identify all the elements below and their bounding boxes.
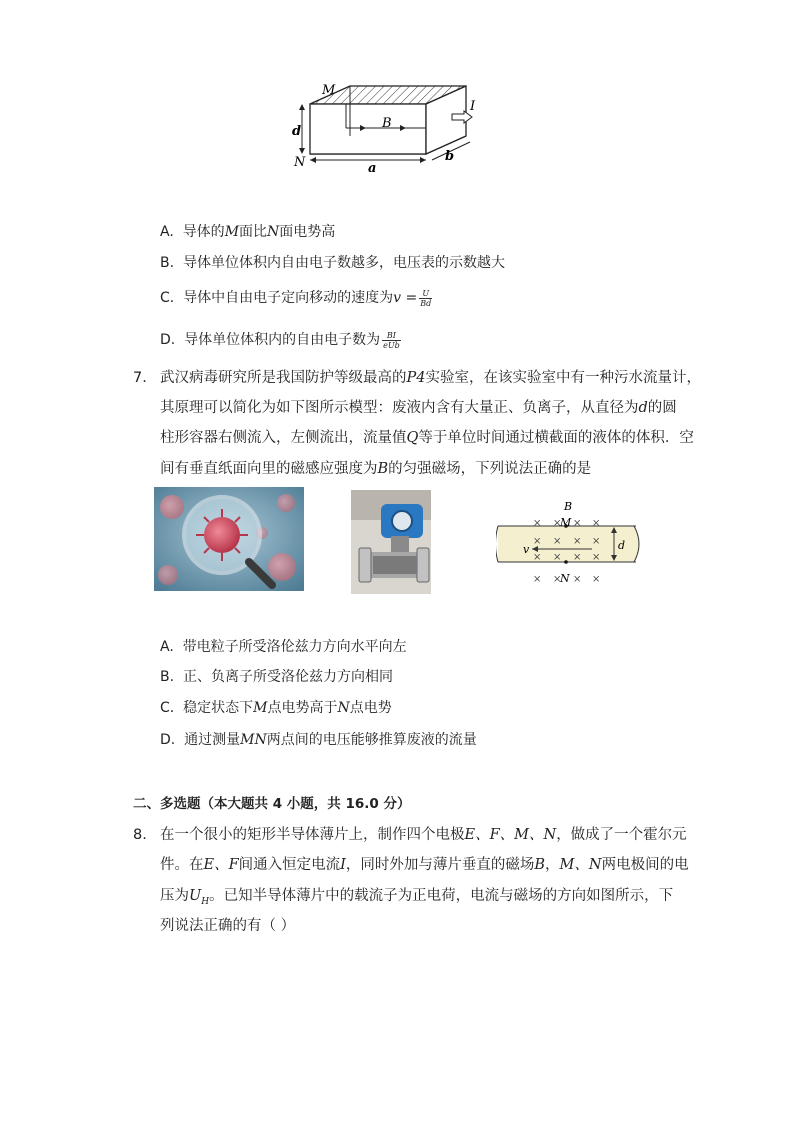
label-B: B <box>564 500 573 513</box>
conductor-block-figure <box>288 80 488 176</box>
label-B: B <box>382 116 392 131</box>
electrode-N <box>564 560 568 564</box>
cross-mark: × <box>553 552 562 563</box>
cross-mark: × <box>592 536 601 547</box>
label-M: M <box>560 516 572 529</box>
label-N: N <box>560 572 570 585</box>
q7-line-1: 武汉病毒研究所是我国防护等级最高的P4实验室，在该实验室中有一种污水流量计， <box>160 370 701 386</box>
q7-line-3: 柱形容器右侧流入，左侧流出，流量值Q等于单位时间通过横截面的液体的体积．空 <box>160 430 694 446</box>
pipe-magnetic-field-diagram <box>496 498 642 588</box>
virus-magnifier-photo <box>154 487 304 591</box>
label-d: d <box>292 124 302 139</box>
cross-mark: × <box>553 536 562 547</box>
q7-line-4: 间有垂直纸面向里的磁感应强度为B的匀强磁场，下列说法正确的是 <box>160 461 592 477</box>
q8-number: 8. <box>133 827 147 843</box>
cross-mark: × <box>533 518 542 529</box>
q6-option-d[interactable]: D. 导体单位体积内的自由电子数为 $\frac{BI}{\text{eUb}}$ <box>160 330 400 350</box>
cross-mark: × <box>573 536 582 547</box>
cross-mark: × <box>533 552 542 563</box>
q6-option-b[interactable]: B. 导体单位体积内自由电子数越多，电压表的示数越大 <box>160 255 505 271</box>
label-d: d <box>618 539 626 552</box>
q6-option-a[interactable]: A. 导体的M面比N面电势高 <box>160 224 336 240</box>
label-a: a <box>368 161 377 176</box>
cross-mark: × <box>573 552 582 563</box>
q8-line-4: 列说法正确的有（ ） <box>160 918 296 934</box>
label-N: N <box>294 155 306 170</box>
label-b: b <box>445 149 455 164</box>
q7-option-b[interactable]: B. 正、负离子所受洛伦兹力方向相同 <box>160 669 393 685</box>
q7-option-d[interactable]: D. 通过测量MN两点间的电压能够推算废液的流量 <box>160 732 477 748</box>
q7-number: 7. <box>133 370 147 386</box>
cross-mark: × <box>553 574 562 585</box>
q6-option-c[interactable]: C. 导体中自由电子定向移动的速度为v = $\frac{U}{Bd}$ <box>160 288 432 308</box>
q7-option-a[interactable]: A. 带电粒子所受洛伦兹力方向水平向左 <box>160 639 407 655</box>
cross-mark: × <box>533 536 542 547</box>
flow-meter-photo <box>351 490 431 594</box>
cross-mark: × <box>573 518 582 529</box>
q8-line-2: 件。在E、F间通入恒定电流I，同时外加与薄片垂直的磁场B，M、N两电极间的电 <box>160 857 689 873</box>
cross-mark: × <box>592 552 601 563</box>
label-v: v <box>523 543 530 556</box>
q7-line-2: 其原理可以简化为如下图所示模型：废液内含有大量正、负离子，从直径为d的圆 <box>160 400 677 416</box>
section-heading: 二、多选题（本大题共 4 小题，共 16.0 分） <box>133 796 411 812</box>
q8-line-3: 压为$U_H$。已知半导体薄片中的载流子为正电荷，电流与磁场的方向如图所示，下 <box>160 888 674 907</box>
cross-mark: × <box>553 518 562 529</box>
q8-line-1: 在一个很小的矩形半导体薄片上，制作四个电极E、F、M、N，做成了一个霍尔元 <box>160 827 687 843</box>
label-M: M <box>322 83 336 98</box>
fraction-u-over-bd: $\frac{U}{Bd}$ <box>420 288 432 308</box>
front-face <box>310 104 426 154</box>
cross-mark: × <box>573 574 582 585</box>
cross-mark: × <box>533 574 542 585</box>
cross-mark: × <box>592 518 601 529</box>
label-I: I <box>470 99 476 114</box>
cross-mark: × <box>592 574 601 585</box>
fraction-bi-over-eub: $\frac{BI}{\text{eUb}}$ <box>383 330 400 350</box>
q7-option-c[interactable]: C. 稳定状态下M点电势高于N点电势 <box>160 700 392 716</box>
